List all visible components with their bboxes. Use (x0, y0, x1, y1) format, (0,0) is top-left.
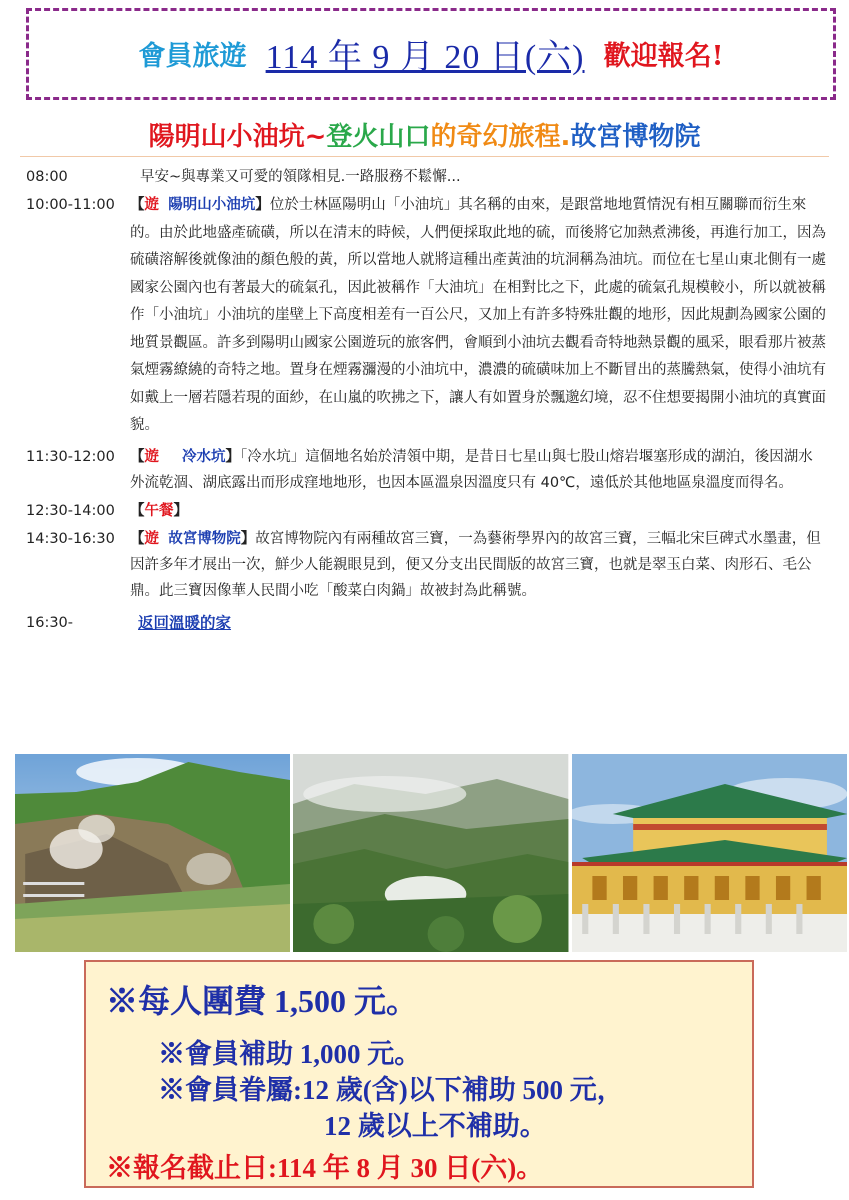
bracket-open: 【 (130, 197, 145, 213)
bracket-open: 【 (130, 530, 145, 547)
itinerary-row (26, 526, 826, 604)
itinerary-text (130, 498, 826, 524)
subtitle-part-4: 奇幻旅程. (456, 122, 571, 152)
family-subsidy: ※會員眷屬:12 歲(含)以下補助 500 元， (158, 1075, 624, 1105)
xiaoyoukeng-photo (15, 754, 290, 952)
photo-strip (15, 754, 847, 952)
bracket-close: 】 (240, 530, 256, 547)
trip-subtitle (0, 116, 849, 153)
itinerary (26, 164, 826, 637)
subtitle-part-2: 登火山口 (326, 122, 431, 152)
header-lead: 會員旅遊 (138, 41, 247, 72)
itinerary-text (130, 526, 826, 604)
bracket-close: 】 (255, 197, 270, 213)
header-banner (26, 8, 836, 100)
place-description: 位於士林區陽明山「小油坑」其名稱的由來，是跟當地地質情況有相互關聯而衍生來的。由於此地盛產硫磺，所以在清末的時候，人們便採取此地的硫，而後將它加熱煮沸後，再進行加工，因為硫磺溶解後就像油的顏色般的黃，所以當地人就將這種出產黃油的坑洞稱為油坑。而位在七星山東北側有一處國家公園內也有著最大的硫氣孔，因此被稱作「大油坑」在相對比之下，此處的硫氣孔規模較小，所以就被稱作「小油坑」小油坑的崖壁上下高度相差有一百公尺，又加上有許多特殊壯觀的地形，因此規劃為國家公園的地質景觀區。許多到陽明山國家公園遊玩的旅客們，會順到小油坑去觀看奇特地熱景觀的風采，眼看那片被蒸氣煙霧繚繞的奇特之地。置身在煙霧瀰漫的小油坑中，濃濃的硫磺味加上不斷冒出的蒸騰熱氣，使得小油坑有如戴上一層若隱若現的面紗，在山嵐的吹拂之下，讓人有如置身於飄邈幻境，忍不住想要揭開小油坑的真實面貌。 (130, 197, 826, 433)
itinerary-text (130, 192, 826, 440)
place-name: 故宮博物院 (168, 530, 241, 547)
event-date: 114 年 9 月 20 日(六) (265, 39, 585, 76)
subtitle-divider (20, 156, 829, 157)
bracket-close: 】 (173, 502, 188, 519)
registration-deadline: ※報名截止日:114 年 8 月 30 日(六)。 (106, 1153, 544, 1183)
itinerary-time: 10:00-11:00 (26, 197, 115, 213)
itinerary-text (130, 610, 826, 637)
place-name: 冷水坑 (182, 448, 226, 465)
member-subsidy: ※會員補助 1,000 元。 (158, 1039, 422, 1069)
itinerary-time: 14:30-16:30 (26, 530, 115, 547)
place-description: 「冷水坑」這個地名始於清領中期，是昔日七星山與七股山熔岩堰塞形成的湖泊，後因湖水外流乾涸、湖底露出而形成窪地地形，也因本區溫泉因溫度只有 40℃，遠低於其他地區泉溫度而得名。 (130, 448, 813, 491)
itinerary-text (130, 444, 826, 496)
itinerary-time: 08:00 (26, 169, 68, 185)
bracket-open: 【 (130, 502, 145, 519)
itinerary-row (26, 498, 826, 524)
itinerary-row (26, 610, 826, 637)
itinerary-row (26, 164, 826, 190)
pricing-box (84, 960, 754, 1188)
subtitle-part-3: 的 (430, 122, 457, 152)
itinerary-time: 11:30-12:00 (26, 448, 115, 465)
bracket-open: 【 (130, 448, 145, 465)
lunch-tag: 午餐 (144, 502, 174, 519)
group-fee: ※每人團費 1,500 元。 (106, 983, 419, 1019)
itinerary-row (26, 444, 826, 496)
itinerary-text: 早安~與專業又可愛的領隊相見.一路服務不鬆懈... (140, 169, 461, 185)
palace-museum-photo (572, 754, 847, 952)
visit-tag: 遊 (144, 197, 159, 213)
visit-tag: 遊 (144, 448, 159, 465)
itinerary-time: 16:30- (26, 614, 74, 631)
header-tail: 歡迎報名! (603, 41, 724, 72)
visit-tag: 遊 (144, 530, 159, 547)
subtitle-part-5: 故宮博物院 (570, 122, 701, 152)
family-subsidy-note: 12 歲以上不補助。 (324, 1111, 547, 1141)
bracket-close: 】 (225, 448, 241, 465)
itinerary-time: 12:30-14:00 (26, 502, 115, 519)
lengshuikeng-photo (293, 754, 568, 952)
return-home-link[interactable]: 返回溫暖的家 (138, 613, 232, 632)
header-title (29, 29, 833, 78)
place-description: 故宮博物院內有兩種故宮三寶，一為藝術學界內的故宮三寶，三幅北宋巨碑式水墨畫，但因許多年才展出一次，鮮少人能親眼見到，便又分支出民間版的故宮三寶，也就是翠玉白菜、肉形石、毛公鼎。此三寶因像華人民間小吃「酸菜白肉鍋」故被封為此稱號。 (130, 530, 821, 599)
subtitle-part-1: 陽明山小油坑~ (148, 122, 327, 152)
place-name: 陽明山小油坑 (168, 197, 256, 213)
itinerary-row (26, 192, 826, 440)
